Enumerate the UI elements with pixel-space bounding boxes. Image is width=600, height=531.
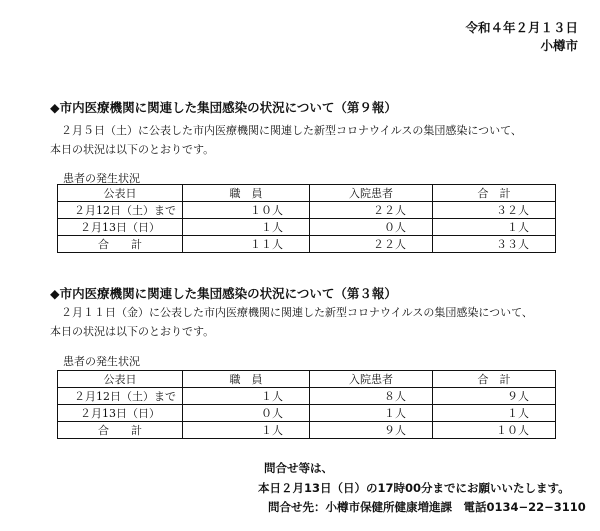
header-cell-inpatients: 入院患者: [310, 371, 433, 388]
row-staff-cell: １０人: [183, 202, 310, 219]
contact-deadline: 本日２月13日（日）の17時00分までにお願いいたします。: [258, 481, 570, 495]
section-2-body-line2: 本日の状況は以下のとおりです。: [50, 325, 215, 338]
row-total-cell: １人: [433, 405, 556, 422]
section-2-table-caption: 患者の発生状況: [63, 355, 140, 368]
row-date-cell: ２月12日（土）まで: [58, 202, 183, 219]
section-2-table: [57, 370, 556, 439]
row-total-cell: １人: [433, 219, 556, 236]
row-total-cell: ９人: [433, 388, 556, 405]
row-inpatients-cell: １人: [310, 405, 433, 422]
header-cell-staff: 職 員: [183, 371, 310, 388]
section-1-table-caption: 患者の発生状況: [63, 172, 140, 185]
table-header-row: [58, 371, 556, 388]
table-row: [58, 202, 556, 219]
table-row: [58, 388, 556, 405]
row-inpatients-cell: ８人: [310, 388, 433, 405]
header-cell-date: 公表日: [58, 371, 183, 388]
section-2-body-line1: ２月１１日（金）に公表した市内医療機関に関連した新型コロナウイルスの集団感染について、: [50, 306, 533, 319]
row-staff-cell: １人: [183, 388, 310, 405]
header-cell-total: 合 計: [433, 185, 556, 202]
issuer-name: 小樽市: [540, 38, 578, 53]
section-1-body-line1: ２月５日（土）に公表した市内医療機関に関連した新型コロナウイルスの集団感染について、: [50, 124, 522, 137]
section-1-body-line2: 本日の状況は以下のとおりです。: [50, 143, 215, 156]
row-staff-cell: １人: [183, 219, 310, 236]
total-total-cell: ３３人: [433, 236, 556, 253]
contact-department-phone: 問合せ先：小樽市保健所健康増進課 電話0134−22−3110: [268, 500, 586, 514]
row-date-cell: ２月13日（日）: [58, 405, 183, 422]
total-inpatients-cell: ２２人: [310, 236, 433, 253]
section-1-title: ◆市内医療機関に関連した集団感染の状況について（第９報）: [50, 100, 397, 115]
table-row: [58, 219, 556, 236]
row-inpatients-cell: ２２人: [310, 202, 433, 219]
total-label-cell: 合 計: [58, 236, 183, 253]
row-date-cell: ２月13日（日）: [58, 219, 183, 236]
row-total-cell: ３２人: [433, 202, 556, 219]
header-cell-staff: 職 員: [183, 185, 310, 202]
section-1-table: [57, 184, 556, 253]
document-date: 令和４年２月１３日: [465, 20, 578, 35]
total-staff-cell: １１人: [183, 236, 310, 253]
table-total-row: [58, 236, 556, 253]
row-inpatients-cell: ０人: [310, 219, 433, 236]
table-header-row: [58, 185, 556, 202]
table-row: [58, 405, 556, 422]
row-staff-cell: ０人: [183, 405, 310, 422]
total-inpatients-cell: ９人: [310, 422, 433, 439]
header-cell-total: 合 計: [433, 371, 556, 388]
total-label-cell: 合 計: [58, 422, 183, 439]
header-cell-inpatients: 入院患者: [310, 185, 433, 202]
total-staff-cell: １人: [183, 422, 310, 439]
table-total-row: [58, 422, 556, 439]
total-total-cell: １０人: [433, 422, 556, 439]
section-2-title: ◆市内医療機関に関連した集団感染の状況について（第３報）: [50, 286, 397, 301]
contact-intro: 問合せ等は、: [264, 461, 333, 475]
row-date-cell: ２月12日（土）まで: [58, 388, 183, 405]
header-cell-date: 公表日: [58, 185, 183, 202]
